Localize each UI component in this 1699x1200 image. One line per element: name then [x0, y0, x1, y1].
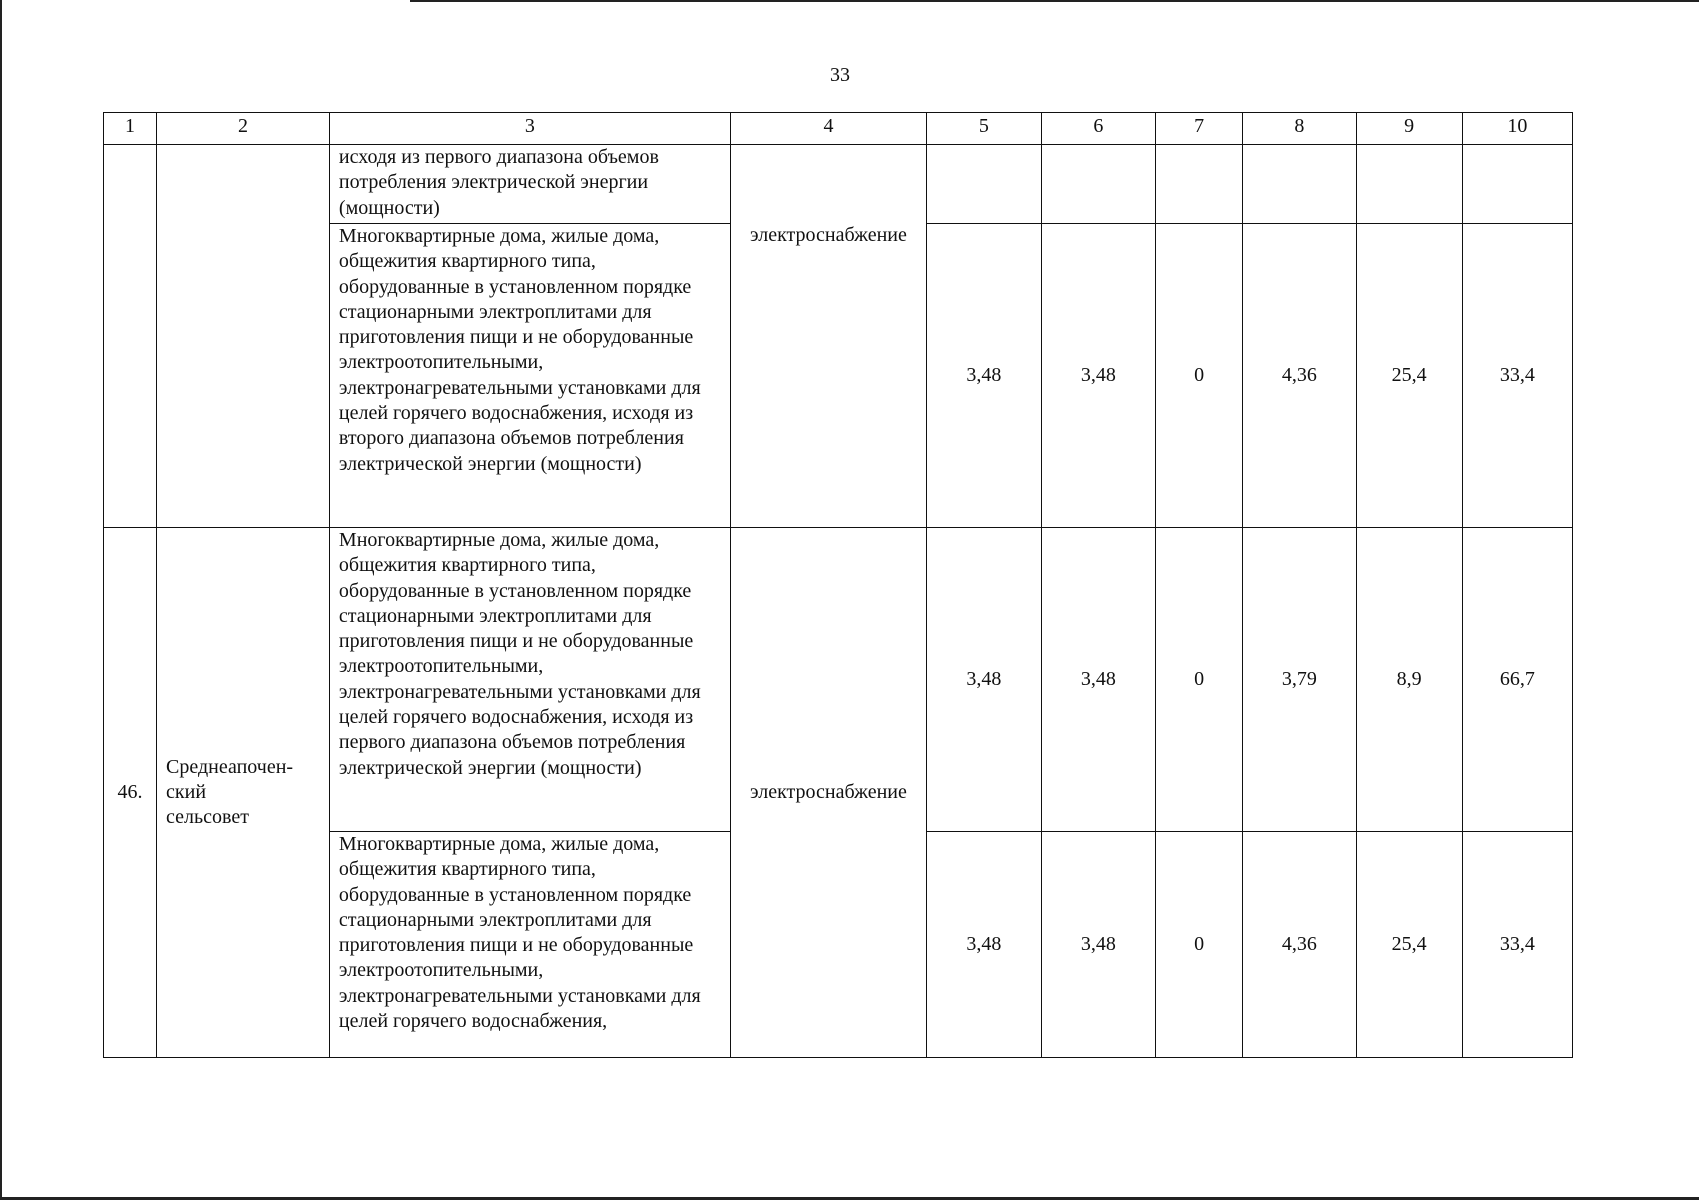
value-cell	[1462, 145, 1572, 224]
header-cell: 3	[329, 113, 730, 145]
value-cell: 3,79	[1243, 528, 1356, 832]
header-cell: 5	[927, 113, 1042, 145]
value-cell: 33,4	[1462, 832, 1572, 1058]
table-row	[104, 145, 1573, 224]
table-row	[104, 528, 1573, 832]
value-cell: 3,48	[1041, 832, 1156, 1058]
region-cell	[157, 145, 330, 528]
value-cell: 3,48	[1041, 528, 1156, 832]
tariff-table	[103, 112, 1573, 1058]
service-cell: электроснабжение	[730, 145, 926, 528]
header-cell: 9	[1356, 113, 1462, 145]
header-cell: 7	[1156, 113, 1243, 145]
value-cell: 0	[1156, 832, 1243, 1058]
value-cell: 4,36	[1243, 224, 1356, 528]
value-cell: 0	[1156, 528, 1243, 832]
value-cell: 3,48	[927, 224, 1042, 528]
value-cell: 4,36	[1243, 832, 1356, 1058]
value-cell: 8,9	[1356, 528, 1462, 832]
description-cell: Многоквартирные дома, жилые дома, общежития квартирного типа, оборудованные в установленном порядке стационарными электроплитами для приготовления пищи и не оборудованные электроотопительными, электронагревательными установками для целей горячего водоснабжения,	[329, 832, 730, 1058]
header-cell: 1	[104, 113, 157, 145]
scan-top-edge	[410, 0, 1699, 2]
description-cell: Многоквартирные дома, жилые дома, общежития квартирного типа, оборудованные в установленном порядке стационарными электроплитами для приготовления пищи и не оборудованные электроотопительными, электронагревательными установками для целей горячего водоснабжения, исходя из первого диапазона объемов потребления электрической энергии (мощности)	[329, 528, 730, 832]
value-cell: 66,7	[1462, 528, 1572, 832]
page-number: 33	[830, 64, 850, 86]
header-cell: 10	[1462, 113, 1572, 145]
header-row	[104, 113, 1573, 145]
description-cell: исходя из первого диапазона объемов потребления электрической энергии (мощности)	[329, 145, 730, 224]
header-cell: 4	[730, 113, 926, 145]
value-cell	[1243, 145, 1356, 224]
value-cell	[1041, 145, 1156, 224]
header-cell: 2	[157, 113, 330, 145]
header-cell: 6	[1041, 113, 1156, 145]
value-cell: 0	[1156, 224, 1243, 528]
scan-left-edge	[0, 0, 2, 1200]
value-cell	[927, 145, 1042, 224]
header-cell: 8	[1243, 113, 1356, 145]
value-cell: 3,48	[1041, 224, 1156, 528]
value-cell: 25,4	[1356, 832, 1462, 1058]
value-cell: 3,48	[927, 832, 1042, 1058]
value-cell	[1156, 145, 1243, 224]
index-cell: 46.	[104, 528, 157, 1058]
region-cell: Среднеапочен- ский сельсовет	[157, 528, 330, 1058]
service-cell: электроснабжение	[730, 528, 926, 1058]
value-cell: 3,48	[927, 528, 1042, 832]
value-cell: 25,4	[1356, 224, 1462, 528]
index-cell	[104, 145, 157, 528]
value-cell	[1356, 145, 1462, 224]
value-cell: 33,4	[1462, 224, 1572, 528]
description-cell: Многоквартирные дома, жилые дома, общежития квартирного типа, оборудованные в установленном порядке стационарными электроплитами для приготовления пищи и не оборудованные электроотопительными, электронагревательными установками для целей горячего водоснабжения, исходя из второго диапазона объемов потребления электрической энергии (мощности)	[329, 224, 730, 528]
